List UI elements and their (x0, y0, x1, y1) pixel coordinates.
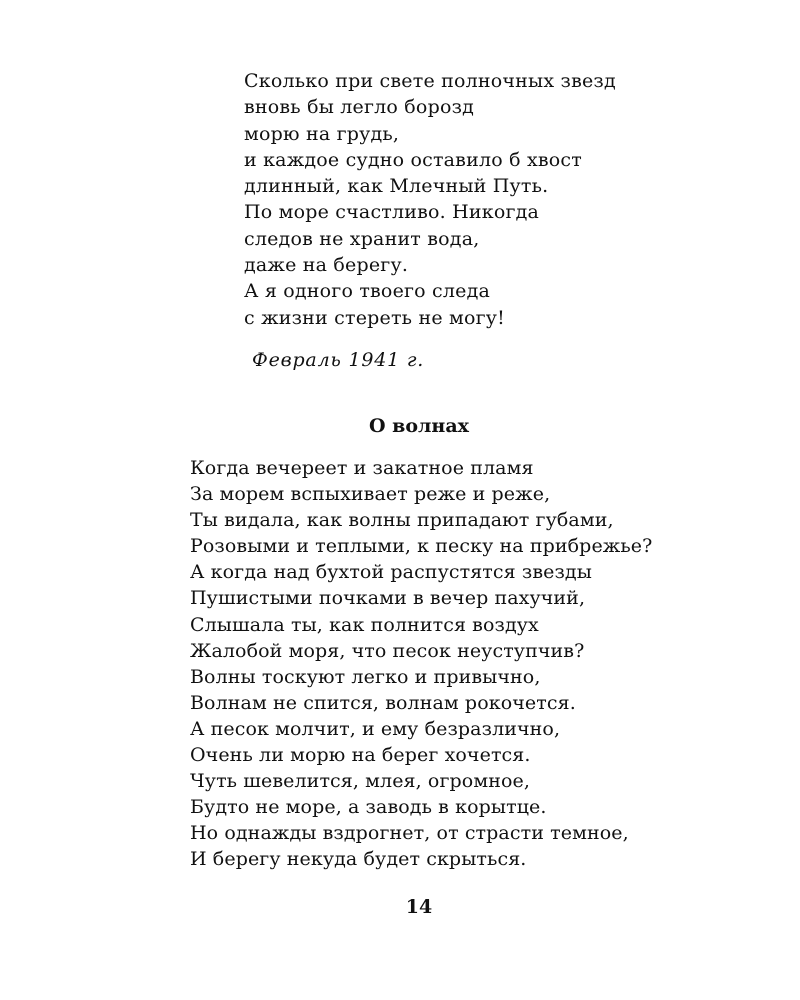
poem-line: Пушистыми почками в вечер пахучий, (190, 587, 586, 610)
poem-line: А когда над бухтой распустятся звезды (190, 561, 592, 584)
poem-line: Очень ли морю на берег хочется. (190, 744, 531, 767)
poem-stanza-end (244, 68, 616, 331)
poem-line: За морем вспыхивает реже и реже, (190, 483, 551, 506)
poem-line: морю на грудь, (244, 122, 400, 145)
poem-line: По море счастливо. Никогда (244, 201, 540, 224)
poem-line: длинный, как Млечный Путь. (244, 175, 549, 198)
poem-title: О волнах (369, 415, 469, 437)
poem-line: Жалобой моря, что песок неуступчив? (190, 639, 585, 662)
poem-line: Будто не море, а заводь в корытце. (190, 796, 547, 819)
poem-body (190, 455, 652, 873)
poem-line: А песок молчит, и ему безразлично, (190, 717, 561, 740)
poem-line: Слышала ты, как полнится воздух (190, 613, 539, 636)
poem-line: Сколько при свете полночных звезд (244, 70, 616, 92)
poem-line: даже на берегу. (244, 254, 409, 277)
poem-line: И берегу некуда будет скрыться. (190, 848, 527, 871)
poem-line: Волнам не спится, волнам рокочется. (190, 691, 576, 714)
poem-line: Розовыми и теплыми, к песку на прибрежье? (190, 535, 653, 558)
poem-line: А я одного твоего следа (244, 280, 491, 303)
poem-line: Но однажды вздрогнет, от страсти темное, (190, 822, 629, 845)
poem-line: Чуть шевелится, млея, огромное, (190, 770, 530, 793)
poem-line: Когда вечереет и закатное пламя (190, 457, 534, 479)
poem-date: Февраль 1941 г. (252, 349, 425, 371)
poem-line: Ты видала, как волны припадают губами, (190, 509, 614, 532)
poem-line: вновь бы легло борозд (244, 96, 475, 119)
poem-line: Волны тоскуют легко и привычно, (190, 665, 541, 688)
poem-line: с жизни стереть не могу! (244, 306, 505, 329)
page-number: 14 (405, 896, 433, 918)
poem-line: следов не хранит вода, (244, 227, 480, 250)
poem-line: и каждое судно оставило б хвост (244, 148, 582, 171)
